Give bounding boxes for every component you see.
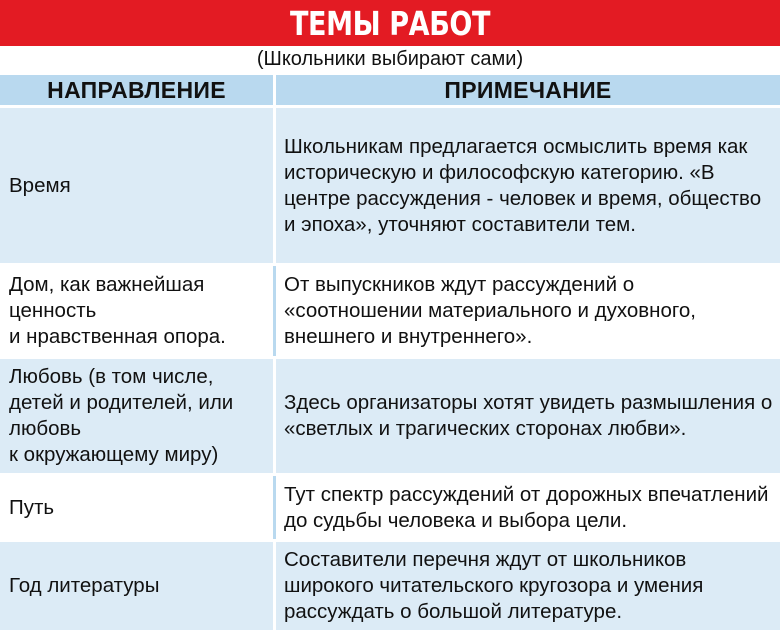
table-row — [0, 473, 780, 539]
note-cell: Школьникам предлагается осмыслить время как историческую и философскую категорию. «В центре рассуждения - человек и время, общество и эпоха», уточняют составители тем. — [276, 108, 780, 263]
direction-cell: Время — [0, 108, 276, 263]
header-note: ПРИМЕЧАНИЕ — [276, 75, 780, 105]
table-header-row — [0, 73, 780, 105]
subtitle: (Школьники выбирают сами) — [256, 48, 524, 70]
table-row — [0, 105, 780, 263]
note-cell: Составители перечня ждут от школьников широкого читательского кругозора и умения рассуждать о большой литературе. — [276, 542, 780, 630]
header-direction: НАПРАВЛЕНИЕ — [0, 75, 276, 105]
topics-table — [0, 73, 780, 630]
direction-cell: Путь — [0, 476, 276, 539]
direction-cell: Любовь (в том числе, детей и родителей, или любовь к окружающему миру) — [0, 359, 276, 473]
direction-cell: Год литературы — [0, 542, 276, 630]
table-row — [0, 539, 780, 630]
table-body — [0, 105, 780, 630]
direction-cell: Дом, как важнейшая ценность и нравственная опора. — [0, 266, 276, 356]
note-cell: Здесь организаторы хотят увидеть размышления о «светлых и трагических сторонах любви». — [276, 359, 780, 473]
title-bar — [0, 0, 780, 46]
note-cell: Тут спектр рассуждений от дорожных впечатлений до судьбы человека и выбора цели. — [276, 476, 780, 539]
table-row — [0, 356, 780, 473]
page-title: ТЕМЫ РАБОТ — [289, 3, 491, 43]
table-row — [0, 263, 780, 356]
note-cell: От выпускников ждут рассуждений о «соотношении материального и духовного, внешнего и внутреннего». — [276, 266, 780, 356]
